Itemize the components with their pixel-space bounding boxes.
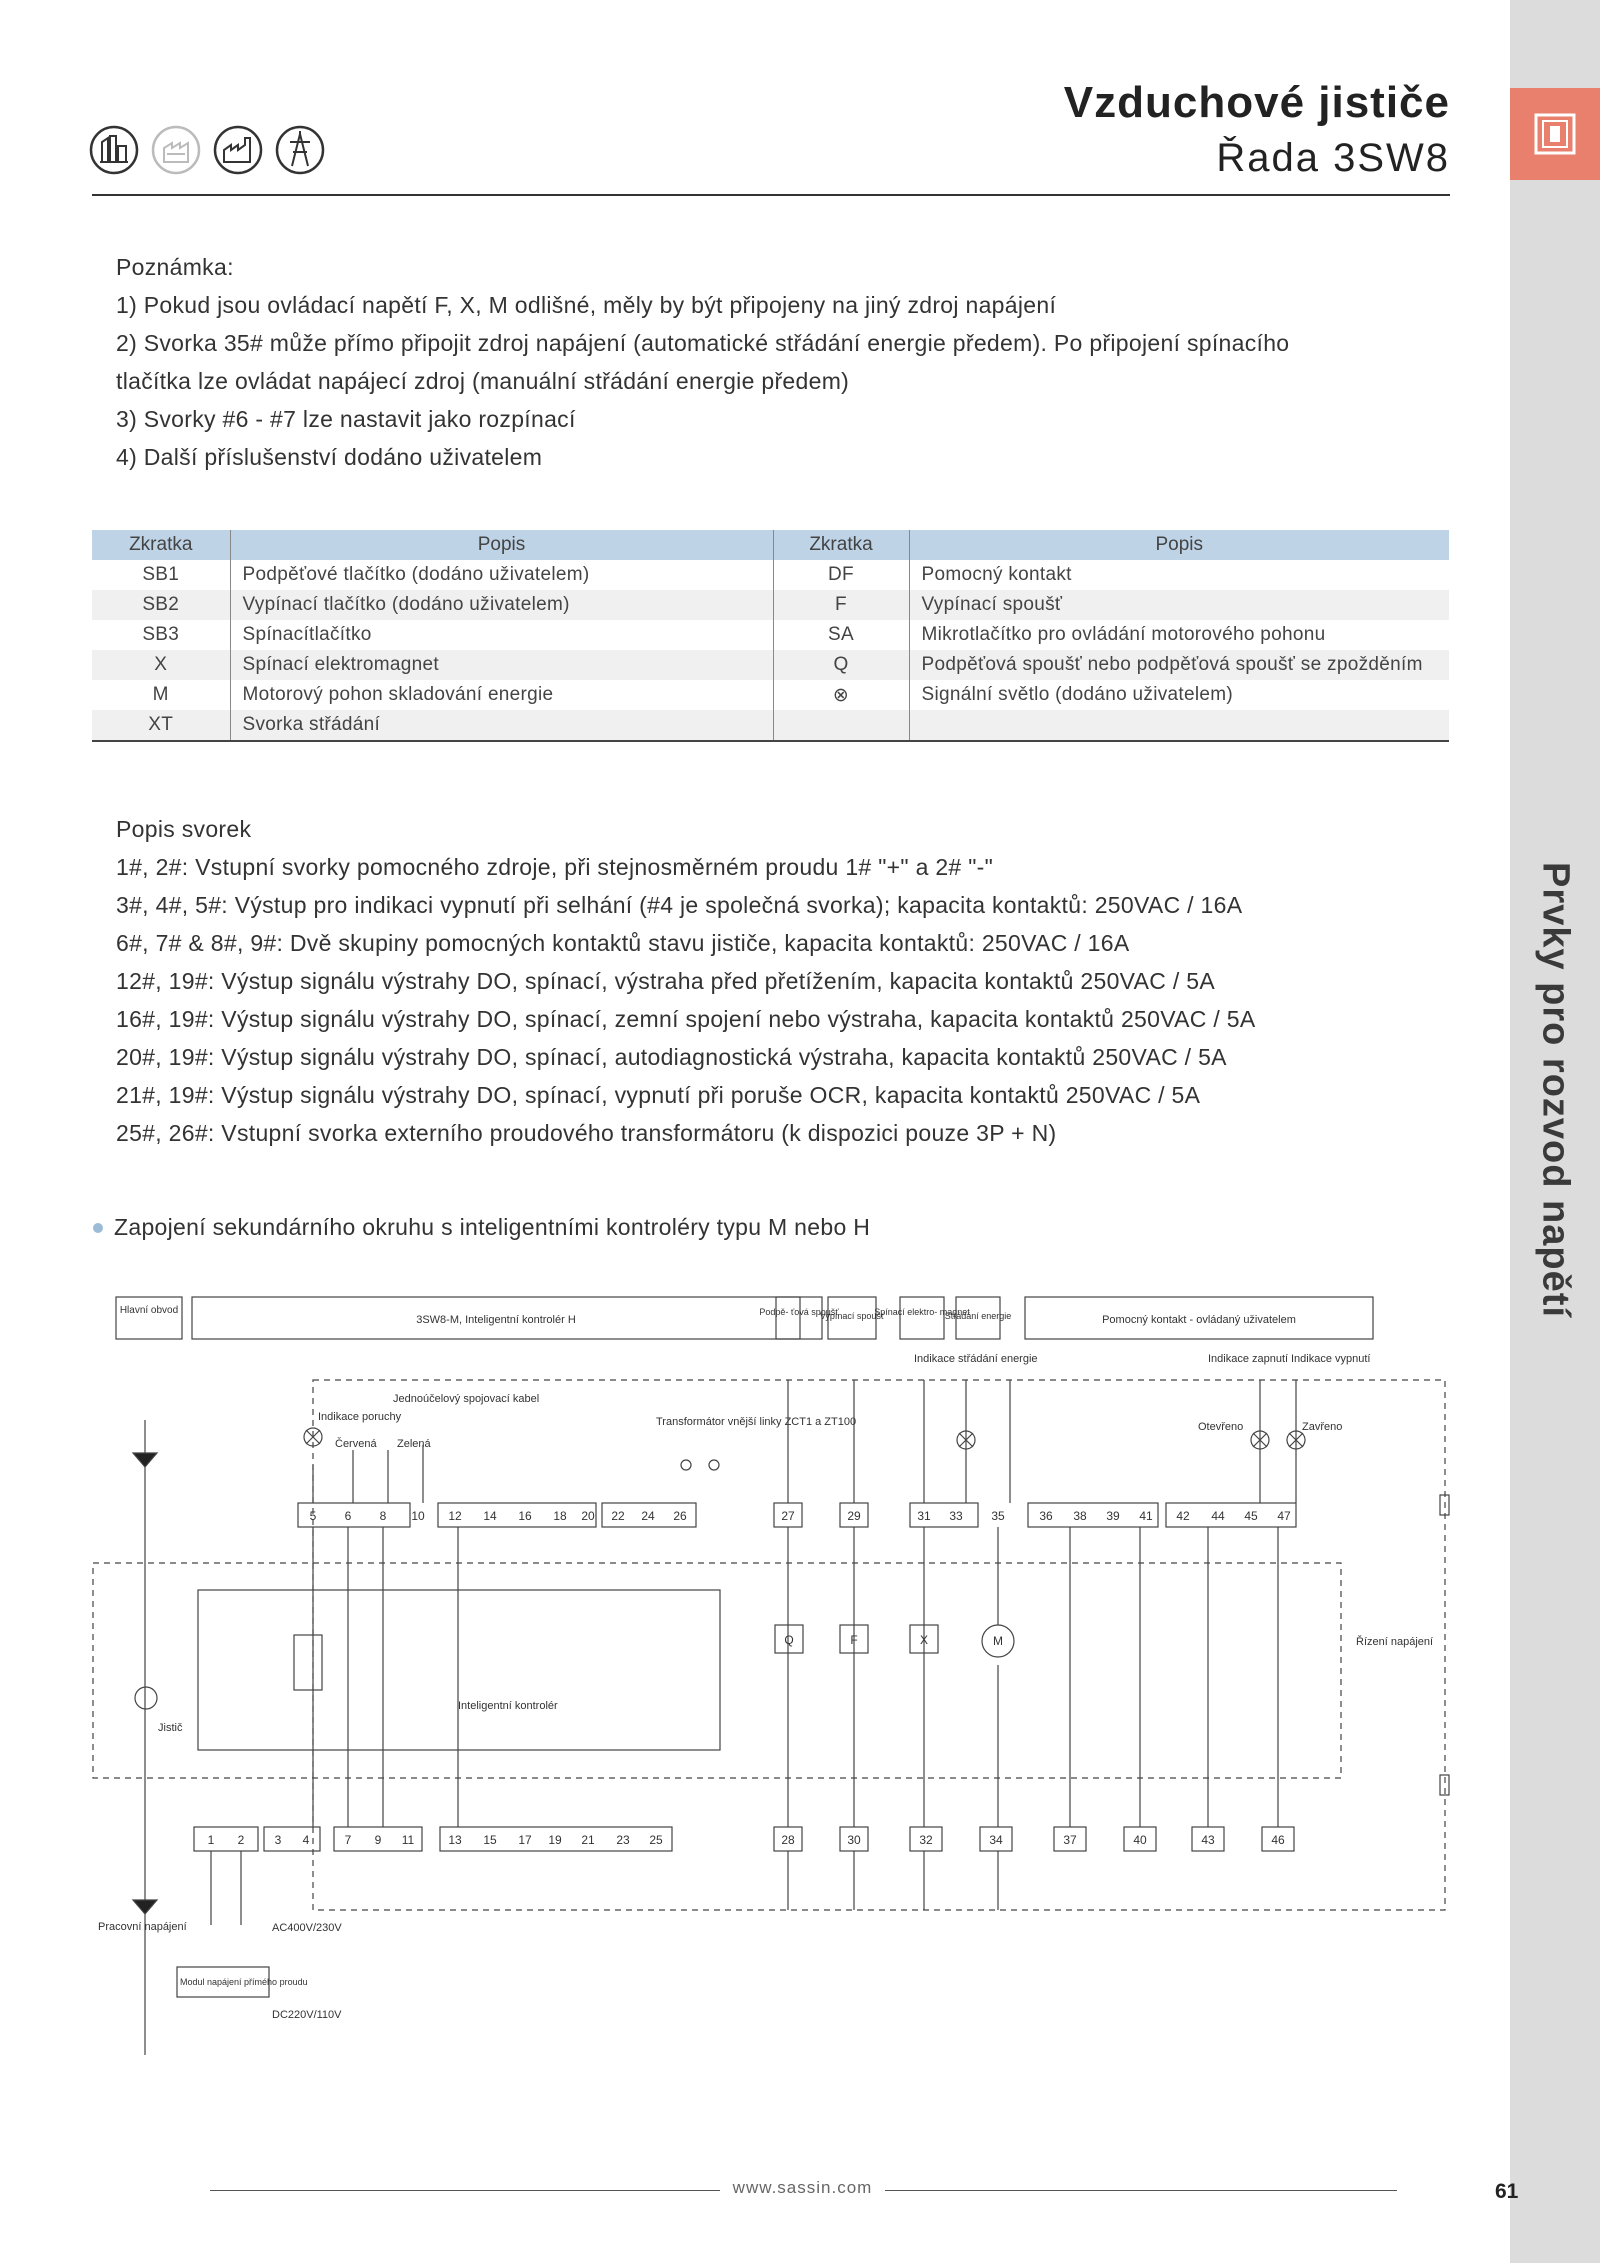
table-cell: Podpěťové tlačítko (dodáno uživatelem) (230, 560, 773, 590)
table-cell: Motorový pohon skladování energie (230, 680, 773, 710)
terminal-number: 29 (847, 1509, 861, 1523)
diagram-label: 3SW8-M, Inteligentní kontrolér H (416, 1314, 576, 1326)
terminal-line: 20#, 19#: Výstup signálu výstrahy DO, spínací, autodiagnostická výstraha, kapacita kontaktů 250VAC / 5A (116, 1044, 1227, 1070)
table-cell: Q (773, 650, 909, 680)
table-row (92, 650, 1449, 680)
table-cell: Svorka střádání (230, 710, 773, 741)
terminal-number: 8 (379, 1509, 387, 1523)
terminal-number: 34 (989, 1833, 1003, 1847)
table-cell: F (773, 590, 909, 620)
diagram-label: Transformátor vnější linky ZCT1 a ZT100 (656, 1416, 857, 1428)
terminal-number: 12 (448, 1509, 462, 1523)
table-cell: SB1 (92, 560, 230, 590)
terminal-number: 11 (401, 1833, 415, 1847)
diagram-label: Vypínací spoušť (819, 1311, 885, 1321)
terminal-number: 39 (1106, 1509, 1120, 1523)
table-cell (773, 710, 909, 741)
diagram-label: Podpě- ťová spoušť (759, 1307, 839, 1317)
diagram-label: Červená (335, 1438, 377, 1450)
terminal-number: 42 (1176, 1509, 1190, 1523)
tower-icon (274, 124, 326, 176)
table-cell: X (92, 650, 230, 680)
terminal-number: 13 (448, 1833, 462, 1847)
table-row (92, 590, 1449, 620)
terminal-number: 14 (483, 1509, 497, 1523)
table-header: Zkratka (773, 530, 909, 560)
diagram-label: Zavřeno (1302, 1421, 1343, 1433)
table-cell: DF (773, 560, 909, 590)
note-line: 4) Další příslušenství dodáno uživatelem (116, 444, 543, 470)
note-line: 3) Svorky #6 - #7 lze nastavit jako rozpínací (116, 406, 576, 432)
component-label: X (919, 1633, 929, 1647)
terminal-number: 44 (1211, 1509, 1225, 1523)
terminals-heading: Popis svorek (116, 816, 252, 842)
table-cell: Signální světlo (dodáno uživatelem) (921, 684, 1234, 705)
terminal-number: 27 (781, 1509, 795, 1523)
factory-gray-icon (150, 124, 202, 176)
terminal-number: 9 (374, 1833, 382, 1847)
diagram-header-box (116, 1297, 182, 1339)
diagram-label: AC400V/230V (272, 1922, 342, 1934)
breaker-frame (93, 1563, 1341, 1778)
diagram-label: Indikace střádání energie (914, 1353, 1038, 1365)
footer-divider (885, 2190, 1397, 2191)
terminal-number: 33 (949, 1509, 963, 1523)
terminal-number: 43 (1201, 1833, 1215, 1847)
terminal-number: 26 (673, 1509, 687, 1523)
header-divider (92, 194, 1450, 196)
section-title: Zapojení sekundárního okruhu s inteligentními kontroléry typu M nebo H (114, 1214, 871, 1240)
terminal-number: 41 (1139, 1509, 1153, 1523)
diagram-label: Otevřeno (1198, 1421, 1244, 1433)
factory-icon (212, 124, 264, 176)
diagram-label: Hlavní obvod (119, 1305, 179, 1316)
terminal-number: 6 (344, 1509, 352, 1523)
terminal-line: 12#, 19#: Výstup signálu výstrahy DO, spínací, výstraha před přetížením, kapacita kontaktů 250VAC / 5A (116, 968, 1215, 994)
abbreviation-table (92, 530, 1449, 742)
table-cell: M (92, 680, 230, 710)
table-cell: Vypínací tlačítko (dodáno uživatelem) (230, 590, 773, 620)
table-cell: SA (773, 620, 909, 650)
diagram-label: Řízení napájení (1356, 1636, 1434, 1648)
diagram-header-box (900, 1297, 944, 1339)
table-row (92, 680, 1449, 710)
bottom-terminal-row (194, 1827, 1294, 1851)
diagram-header-box (776, 1297, 822, 1339)
table-cell: XT (92, 710, 230, 741)
page-title: Vzduchové jističe (1063, 78, 1450, 127)
diagram-label: Pomocný kontakt - ovládaný uživatelem (1102, 1314, 1296, 1326)
terminal-line: 21#, 19#: Výstup signálu výstrahy DO, spínací, vypnutí při poruše OCR, kapacita kontaktů 250VAC / 5A (116, 1082, 1201, 1108)
table-cell: Spínacítlačítko (230, 620, 773, 650)
component-label: M (993, 1634, 1003, 1648)
table-cell: ⊗ (773, 680, 909, 710)
terminal-number: 1 (207, 1833, 215, 1847)
table-cell (909, 710, 1449, 741)
diagram-label: Zelená (397, 1438, 431, 1450)
table-header-row (92, 530, 1449, 560)
component-label: F (850, 1633, 858, 1647)
terminal-number: 45 (1244, 1509, 1258, 1523)
building-icon (88, 124, 140, 176)
table-row (92, 560, 1449, 590)
table-row (92, 710, 1449, 741)
controller-box (198, 1590, 720, 1750)
diagram-label: Indikace vypnutí (1291, 1353, 1371, 1365)
terminal-number: 23 (616, 1833, 630, 1847)
terminal-number: 20 (581, 1509, 595, 1523)
terminal-number: 19 (548, 1833, 562, 1847)
note-line: 2) Svorka 35# může přímo připojit zdroj napájení (automatické střádání energie předem). Po připojení spínacího (116, 330, 1290, 356)
terminal-number: 21 (581, 1833, 595, 1847)
user-circuit-frame (313, 1380, 1445, 1910)
component-label: Q (784, 1633, 794, 1647)
terminal-number: 32 (919, 1833, 933, 1847)
terminal-number: 2 (237, 1833, 245, 1847)
terminal-number: 10 (411, 1509, 425, 1523)
note-line: 1) Pokud jsou ovládací napětí F, X, M odlišné, měly by být připojeny na jiný zdroj napájení (116, 292, 1057, 318)
terminal-number: 7 (344, 1833, 352, 1847)
page-number: 61 (1495, 2180, 1519, 2203)
table-cell: Vypínací spoušť (909, 590, 1449, 620)
terminal-number: 24 (641, 1509, 655, 1523)
terminal-number: 38 (1073, 1509, 1087, 1523)
diagram-label: Spínací elektro- magnet (874, 1307, 970, 1317)
terminal-number: 25 (649, 1833, 663, 1847)
table-cell: Pomocný kontakt (921, 564, 1072, 585)
terminal-number: 5 (309, 1509, 317, 1523)
terminal-number: 47 (1277, 1509, 1291, 1523)
diagram-label: Inteligentní kontrolér (458, 1700, 558, 1712)
terminal-number: 46 (1271, 1833, 1285, 1847)
table-cell: Mikrotlačítko pro ovládání motorového pohonu (921, 624, 1326, 645)
footer-divider (210, 2190, 720, 2191)
diagram-label: Indikace poruchy (318, 1411, 402, 1423)
terminal-number: 3 (274, 1833, 282, 1847)
terminal-number: 35 (991, 1509, 1005, 1523)
diagram-label: Pracovní napájení (98, 1921, 187, 1933)
terminal-number: 4 (302, 1833, 310, 1847)
terminal-number: 15 (483, 1833, 497, 1847)
side-label: Prvky pro rozvod napětí (1534, 862, 1577, 1318)
table-header: Popis (230, 530, 773, 560)
table-header: Zkratka (92, 530, 230, 560)
table-cell: Podpěťová spoušť nebo podpěťová spoušť se zpožděním (909, 650, 1449, 680)
table-cell: Spínací elektromagnet (230, 650, 773, 680)
terminal-number: 16 (518, 1509, 532, 1523)
terminal-number: 36 (1039, 1509, 1053, 1523)
diagram-label: Jistič (158, 1722, 183, 1734)
terminal-line: 1#, 2#: Vstupní svorky pomocného zdroje, při stejnosměrném proudu 1# "+" a 2# "-" (116, 854, 994, 880)
bullet-icon (93, 1223, 103, 1233)
terminal-number: 31 (917, 1509, 931, 1523)
diagram-label: Modul napájení přímého proudu (180, 1977, 308, 1987)
table-header: Popis (909, 530, 1449, 560)
diagram-label: DC220V/110V (272, 2009, 342, 2021)
terminal-line: 3#, 4#, 5#: Výstup pro indikaci vypnutí při selhání (#4 je společná svorka); kapacita kontaktů: 250VAC / 16A (116, 892, 1243, 918)
breaker-icon (1533, 112, 1577, 156)
terminal-line: 25#, 26#: Vstupní svorka externího proudového transformátoru (k dispozici pouze 3P + N) (116, 1120, 1057, 1146)
note-line: tlačítka lze ovládat napájecí zdroj (manuální střádání energie předem) (116, 368, 850, 394)
terminal-number: 18 (553, 1509, 567, 1523)
table-cell: SB3 (92, 620, 230, 650)
terminal-number: 30 (847, 1833, 861, 1847)
table-cell: SB2 (92, 590, 230, 620)
footer-url[interactable]: www.sassin.com (732, 2178, 873, 2197)
terminal-number: 17 (518, 1833, 532, 1847)
page-subtitle: Řada 3SW8 (1216, 136, 1450, 180)
terminal-number: 28 (781, 1833, 795, 1847)
terminal-line: 16#, 19#: Výstup signálu výstrahy DO, spínací, zemní spojení nebo výstraha, kapacita kontaktů 250VAC / 5A (116, 1006, 1256, 1032)
terminal-number: 22 (611, 1509, 625, 1523)
diagram-label: Střádání energie (944, 1311, 1012, 1321)
diagram-label: Jednoúčelový spojovací kabel (393, 1393, 540, 1405)
header-icon-row (88, 124, 338, 180)
notes-heading: Poznámka: (116, 254, 234, 280)
terminal-number: 37 (1063, 1833, 1077, 1847)
table-row (92, 620, 1449, 650)
wiring-diagram (88, 1285, 1458, 2055)
terminal-line: 6#, 7# & 8#, 9#: Dvě skupiny pomocných kontaktů stavu jističe, kapacita kontaktů: 250VAC / 16A (116, 930, 1130, 956)
diagram-label: Indikace zapnutí (1208, 1353, 1289, 1365)
side-badge (1510, 88, 1600, 180)
terminal-number: 40 (1133, 1833, 1147, 1847)
